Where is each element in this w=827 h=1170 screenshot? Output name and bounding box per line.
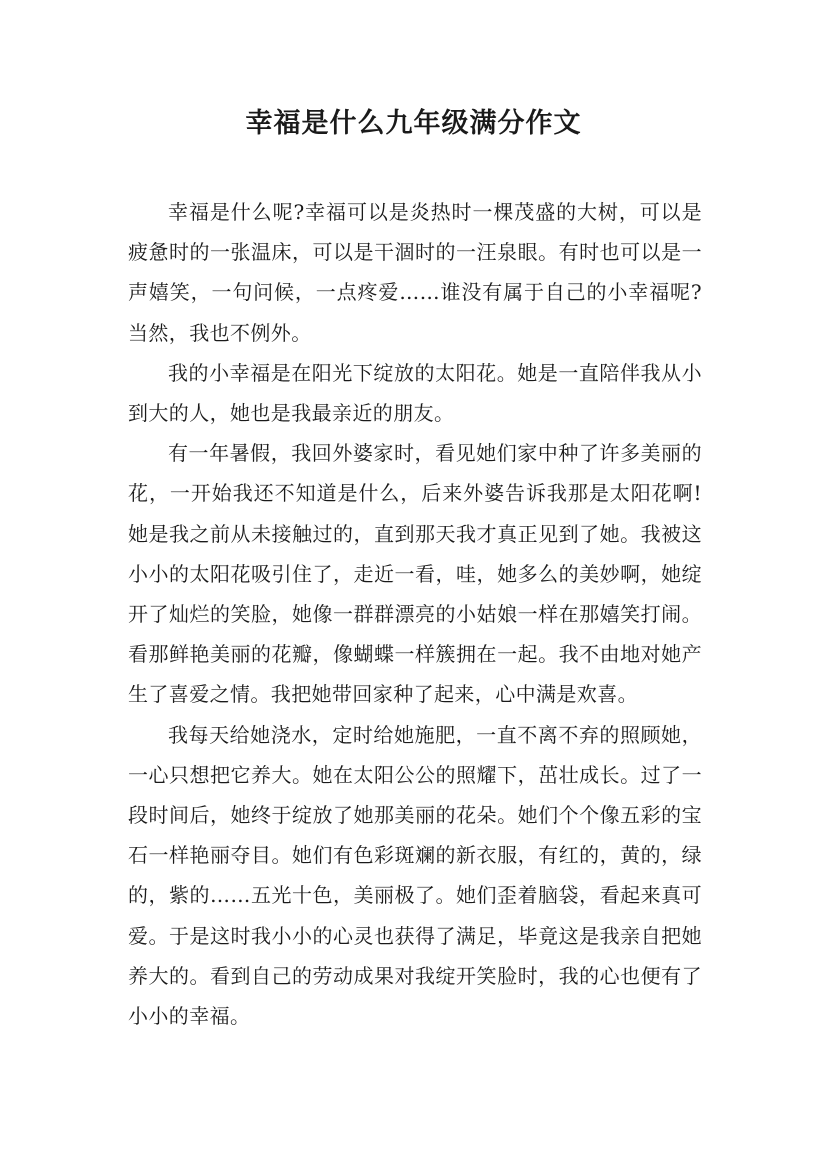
paragraph-2: 我的小幸福是在阳光下绽放的太阳花。她是一直陪伴我从小到大的人，她也是我最亲近的朋友。 [128, 360, 702, 426]
paragraph-3: 有一年暑假，我回外婆家时，看见她们家中种了许多美丽的花，一开始我还不知道是什么，后来外婆告诉我那是太阳花啊!她是我之前从未接触过的，直到那天我才真正见到了她。我被这小小的太阳花吸引住了，走近一看，哇，她多么的美妙啊，她绽开了灿烂的笑脸，她像一群群漂亮的小姑娘一样在那嬉笑打闹。看那鲜艳美丽的花瓣，像蝴蝶一样簇拥在一起。我不由地对她产生了喜爱之情。我把她带回家种了起来，心中满是欢喜。 [128, 441, 702, 707]
paragraph-1: 幸福是什么呢?幸福可以是炎热时一棵茂盛的大树，可以是疲惫时的一张温床，可以是干涸时的一汪泉眼。有时也可以是一声嬉笑，一句问候，一点疼爱……谁没有属于自己的小幸福呢?当然，我也不例外。 [128, 200, 702, 345]
paragraph-4: 我每天给她浇水，定时给她施肥，一直不离不弃的照顾她，一心只想把它养大。她在太阳公公的照耀下，茁壮成长。过了一段时间后，她终于绽放了她那美丽的花朵。她们个个像五彩的宝石一样艳丽夺目。她们有色彩斑斓的新衣服，有红的，黄的，绿的，紫的……五光十色，美丽极了。她们歪着脑袋，看起来真可爱。于是这时我小小的心灵也获得了满足，毕竟这是我亲自把她养大的。看到自己的劳动成果对我绽开笑脸时，我的心也便有了小小的幸福。 [128, 722, 702, 1029]
document-body [128, 192, 702, 1036]
document-title: 幸福是什么九年级满分作文 [245, 108, 582, 139]
